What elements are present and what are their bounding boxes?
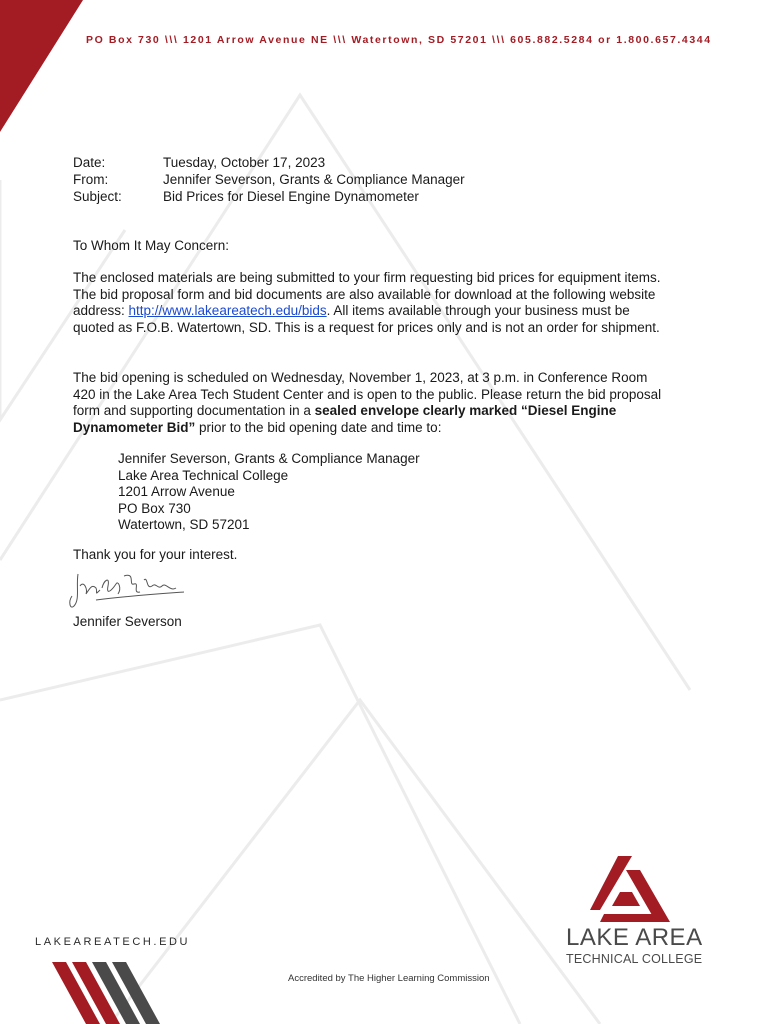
from-label: From:	[73, 172, 109, 187]
accreditation-note: Accredited by The Higher Learning Commission	[288, 973, 490, 984]
contact-header: PO Box 730 \\\ 1201 Arrow Avenue NE \\\ Watertown, SD 57201 \\\ 605.882.5284 or 1.800.657.4344	[86, 34, 712, 46]
address-line: 1201 Arrow Avenue	[118, 484, 235, 500]
memo-block	[73, 154, 465, 205]
para2-text-a: The bid opening is scheduled on Wednesday, November 1, 2023, at 3 p.m. in Conference Room 420 in the Lake Area Tech Student Center and is open to the public. Please return the bid proposal form and supporting documentation in a	[73, 370, 662, 419]
para1-text-b: . All items available through your business must be quoted as F.O.B. Watertown, SD. This is a request for prices only and is not an order for shipment.	[73, 303, 660, 335]
address-line: PO Box 730	[118, 500, 191, 516]
bids-link[interactable]: http://www.lakeareatech.edu/bids	[128, 303, 327, 319]
subject-label: Subject:	[73, 189, 122, 204]
return-address	[118, 451, 718, 534]
signer-name: Jennifer Severson	[73, 614, 182, 629]
from-value: Jennifer Severson, Grants & Compliance Manager	[163, 172, 465, 187]
signature-icon	[66, 566, 191, 614]
website-footer: LAKEAREATECH.EDU	[35, 936, 191, 948]
memo-subject-row	[73, 188, 465, 205]
memo-from-row	[73, 171, 465, 188]
greeting: To Whom It May Concern:	[73, 238, 230, 253]
para2-text-b: prior to the bid opening date and time to:	[195, 419, 442, 435]
address-line: Watertown, SD 57201	[118, 517, 250, 533]
para1-text-a: The enclosed materials are being submitted to your firm requesting bid prices for equipment items. The bid proposal form and bid documents are also available for download at the following website address:	[73, 270, 661, 319]
address-line: Jennifer Severson, Grants & Compliance Manager	[118, 451, 420, 466]
footer-stripes	[52, 962, 160, 1024]
logo-name: LAKE AREA	[566, 924, 703, 951]
corner-accent-red	[0, 0, 83, 132]
memo-date-row	[73, 154, 465, 171]
date-value: Tuesday, October 17, 2023	[163, 155, 326, 170]
para2-bold: sealed envelope clearly marked “Diesel Engine Dynamometer Bid”	[73, 403, 617, 435]
closing: Thank you for your interest.	[73, 547, 238, 562]
paragraph-request	[73, 270, 673, 336]
address-line: Lake Area Technical College	[118, 467, 289, 483]
paragraph-bid-opening	[73, 370, 673, 436]
lake-area-logo-icon	[590, 856, 670, 926]
subject-value: Bid Prices for Diesel Engine Dynamometer	[163, 189, 419, 204]
logo-subtitle: TECHNICAL COLLEGE	[566, 952, 703, 966]
date-label: Date:	[73, 155, 106, 170]
